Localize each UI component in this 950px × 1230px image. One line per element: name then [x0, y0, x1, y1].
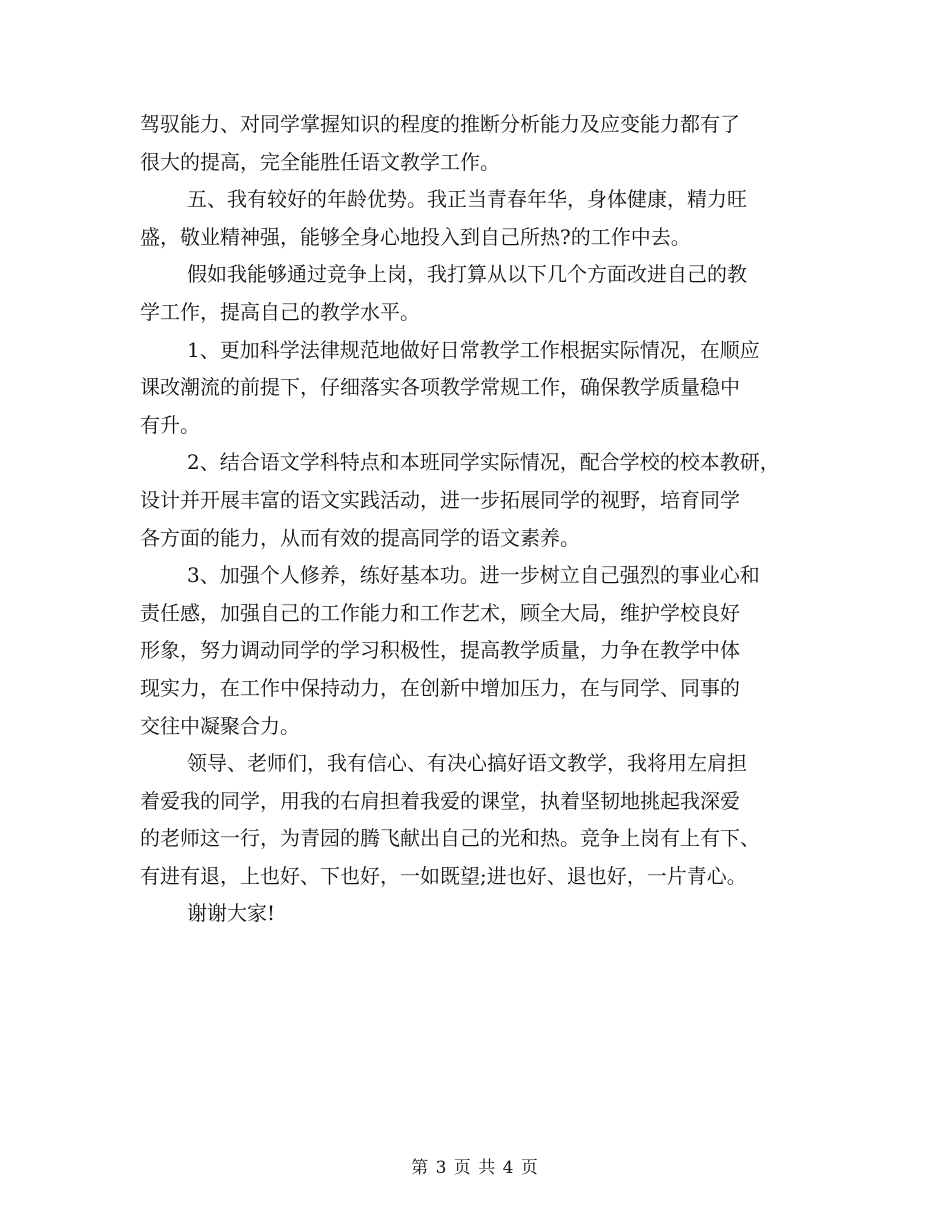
text-line: 有进有退，上也好、下也好，一如既望;进也好、退也好，一片青心。: [140, 863, 747, 888]
page-number-footer: 第 3 页 共 4 页: [411, 1158, 539, 1178]
text-line: 各方面的能力，从而有效的提高同学的语文素养。: [140, 525, 580, 550]
paragraph: [140, 895, 820, 933]
text-line: 3、加强个人修养，练好基本功。进一步树立自己强烈的事业心和: [187, 563, 760, 588]
text-line: 驾驭能力、对同学掌握知识的程度的推断分析能力及应变能力都有了: [140, 112, 740, 136]
text-line: 形象，努力调动同学的学习积极性，提高教学质量，力争在教学中体: [140, 638, 740, 663]
text-line: 1、更加科学法律规范地做好日常教学工作根据实际情况，在顺应: [187, 337, 760, 362]
text-line: 假如我能够通过竞争上岗，我打算从以下几个方面改进自己的教: [187, 262, 747, 287]
paragraph: [140, 181, 820, 256]
text-line: 的老师这一行，为青园的腾飞献出自己的光和热。竞争上岗有上有下、: [140, 826, 760, 851]
text-line: 学工作，提高自己的教学水平。: [140, 299, 420, 324]
paragraph: [140, 557, 820, 745]
text-line: 领导、老师们，我有信心、有决心搞好语文教学，我将用左肩担: [187, 751, 747, 776]
text-line: 盛，敬业精神强，能够全身心地投入到自己所热?的工作中去。: [140, 224, 691, 249]
text-line: 交往中凝聚合力。: [140, 713, 300, 738]
text-line: 责任感，加强自己的工作能力和工作艺术，顾全大局，维护学校良好: [140, 600, 740, 625]
text-line: 2、结合语文学科特点和本班同学实际情况，配合学校的校本教研，: [187, 450, 780, 475]
paragraph: [140, 332, 820, 445]
text-line: 谢谢大家!: [187, 901, 276, 926]
paragraph: [140, 256, 820, 331]
paragraph: [140, 106, 820, 181]
text-line: 五、我有较好的年龄优势。我正当青春年华，身体健康，精力旺: [187, 187, 747, 212]
paragraph: [140, 444, 820, 557]
text-line: 课改潮流的前提下，仔细落实各项教学常规工作，确保教学质量稳中: [140, 375, 740, 400]
text-line: 设计并开展丰富的语文实践活动，进一步拓展同学的视野，培育同学: [140, 487, 740, 512]
text-line: 现实力，在工作中保持动力，在创新中增加压力，在与同学、同事的: [140, 675, 740, 700]
text-line: 很大的提高，完全能胜任语文教学工作。: [140, 149, 500, 174]
body-text: [140, 106, 820, 933]
text-line: 有升。: [140, 412, 200, 437]
paragraph: [140, 745, 820, 895]
text-line: 着爱我的同学，用我的右肩担着我爱的课堂，执着坚韧地挑起我深爱: [140, 788, 740, 813]
